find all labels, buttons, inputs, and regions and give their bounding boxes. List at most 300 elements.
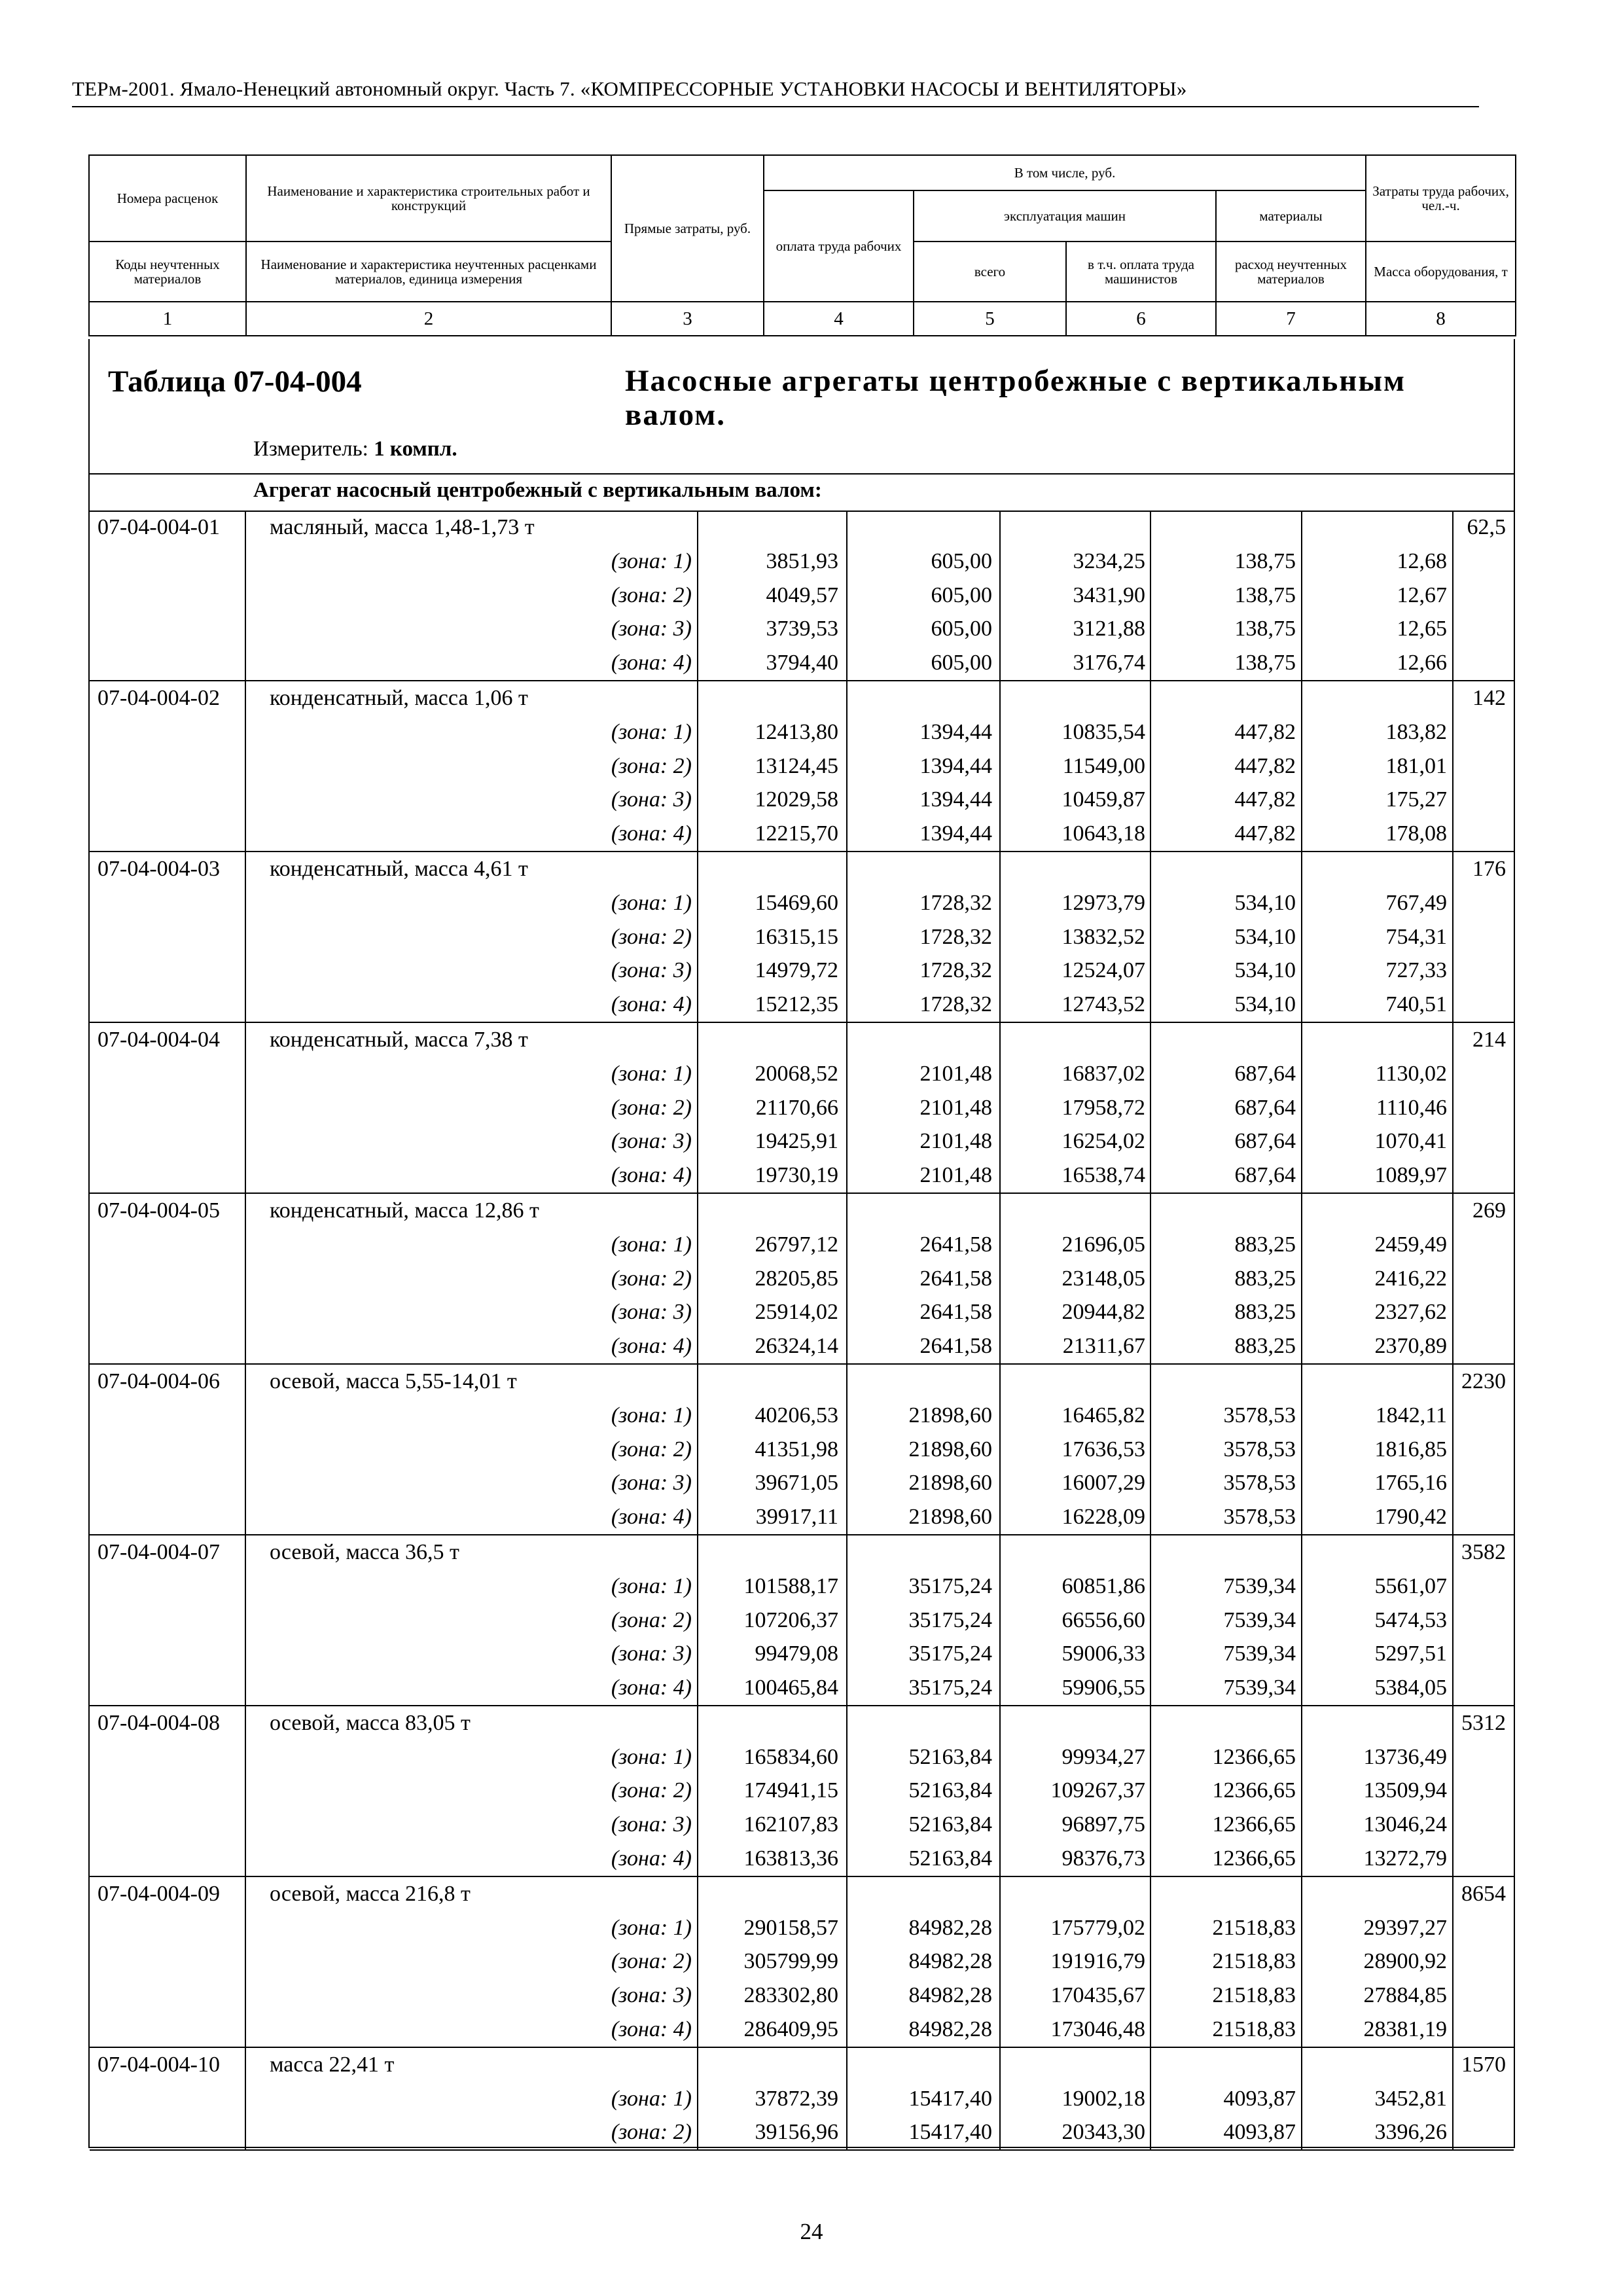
- running-header: ТЕРм-2001. Ямало-Ненецкий автономный округ. Часть 7. «КОМПРЕССОРНЫЕ УСТАНОВКИ НАСОСЫ И ВЕНТИЛЯТОРЫ»: [72, 77, 1187, 100]
- direct-costs: 37872,39: [755, 2086, 838, 2111]
- worker-pay: 84982,28: [908, 1949, 992, 1974]
- machinist-pay: 3578,53: [1223, 1505, 1296, 1530]
- worker-pay: 1394,44: [919, 753, 992, 778]
- direct-costs: 101588,17: [743, 1573, 838, 1598]
- machine-costs: 12973,79: [1061, 890, 1145, 915]
- zone-row: [90, 920, 1514, 954]
- machinist-pay: 883,25: [1234, 1266, 1296, 1291]
- column-number: 7: [1216, 302, 1366, 336]
- machine-costs: 10835,54: [1061, 719, 1145, 744]
- worker-pay: 52163,84: [908, 1846, 992, 1871]
- worker-pay: 2101,48: [919, 1163, 992, 1188]
- rate-item: [90, 1706, 1514, 1877]
- table-caption: Насосные агрегаты центробежные с вертикальным валом.: [625, 364, 1406, 432]
- zone-row: [90, 1945, 1514, 1979]
- header-machine-operation: эксплуатация машин: [914, 190, 1216, 242]
- direct-costs: 26324,14: [755, 1334, 838, 1359]
- zone-label: (зона: 2): [611, 1266, 692, 1291]
- worker-pay: 2641,58: [919, 1334, 992, 1359]
- machinist-pay: 534,10: [1234, 890, 1296, 915]
- machine-costs: 11549,00: [1062, 753, 1145, 778]
- direct-costs: 3794,40: [766, 651, 838, 675]
- zone-label: (зона: 4): [611, 821, 692, 846]
- worker-pay: 605,00: [931, 548, 992, 573]
- direct-costs: 3739,53: [766, 617, 838, 641]
- materials-cost: 2327,62: [1374, 1300, 1447, 1325]
- rate-header-row: [90, 1023, 1514, 1057]
- zone-label: (зона: 1): [611, 1573, 692, 1598]
- materials-cost: 5384,05: [1374, 1676, 1447, 1700]
- worker-pay: 15417,40: [908, 2120, 992, 2145]
- machine-costs: 10643,18: [1061, 821, 1145, 846]
- zone-row: [90, 2013, 1514, 2047]
- zone-label: (зона: 4): [611, 651, 692, 675]
- rate-item: [90, 1194, 1514, 1365]
- machinist-pay: 447,82: [1234, 719, 1296, 744]
- worker-pay: 84982,28: [908, 1915, 992, 1940]
- zone-row: [90, 1671, 1514, 1705]
- zone-label: (зона: 4): [611, 1846, 692, 1871]
- zone-row: [90, 1570, 1514, 1604]
- rate-item: [90, 1535, 1514, 1706]
- machine-costs: 16538,74: [1061, 1163, 1145, 1188]
- machinist-pay: 21518,83: [1212, 1983, 1296, 2008]
- zone-label: (зона: 1): [611, 1232, 692, 1257]
- machine-costs: 12524,07: [1061, 958, 1145, 983]
- machine-costs: 66556,60: [1061, 1607, 1145, 1632]
- worker-pay: 35175,24: [908, 1607, 992, 1632]
- machinist-pay: 12366,65: [1212, 1812, 1296, 1837]
- labor-cost: 142: [1472, 685, 1506, 710]
- rate-header-row: [90, 681, 1514, 715]
- machinist-pay: 447,82: [1234, 821, 1296, 846]
- meter-label: Измеритель:: [253, 437, 374, 461]
- materials-cost: 183,82: [1385, 719, 1447, 744]
- rate-header-row: [90, 1535, 1514, 1570]
- rate-name: масса 22,41 т: [270, 2052, 395, 2077]
- materials-cost: 12,66: [1397, 651, 1447, 675]
- materials-cost: 12,67: [1397, 583, 1447, 607]
- worker-pay: 52163,84: [908, 1744, 992, 1769]
- machinist-pay: 7539,34: [1223, 1607, 1296, 1632]
- table-label: Таблица 07-04-004: [108, 365, 362, 399]
- zone-row: [90, 954, 1514, 988]
- rate-code: 07-04-004-02: [98, 685, 220, 710]
- machine-costs: 3234,25: [1073, 548, 1145, 573]
- rate-header-row: [90, 1706, 1514, 1740]
- zone-row: [90, 1329, 1514, 1363]
- rate-header-row: [90, 511, 1514, 545]
- zone-label: (зона: 1): [611, 1061, 692, 1086]
- materials-cost: 1790,42: [1374, 1505, 1447, 1530]
- zone-label: (зона: 3): [611, 1641, 692, 1666]
- worker-pay: 1728,32: [919, 890, 992, 915]
- machine-costs: 3121,88: [1073, 617, 1145, 641]
- zone-label: (зона: 3): [611, 1300, 692, 1325]
- materials-cost: 28900,92: [1363, 1949, 1447, 1974]
- machinist-pay: 21518,83: [1212, 1949, 1296, 1974]
- zone-label: (зона: 1): [611, 2086, 692, 2111]
- zone-row: [90, 988, 1514, 1022]
- machine-costs: 98376,73: [1061, 1846, 1145, 1871]
- direct-costs: 20068,52: [755, 1061, 838, 1086]
- rate-name: конденсатный, масса 1,06 т: [270, 685, 528, 710]
- rate-name: масляный, масса 1,48-1,73 т: [270, 515, 535, 539]
- materials-cost: 13046,24: [1363, 1812, 1447, 1837]
- table-body: [88, 339, 1515, 2148]
- machinist-pay: 7539,34: [1223, 1573, 1296, 1598]
- direct-costs: 162107,83: [743, 1812, 838, 1837]
- zone-label: (зона: 2): [611, 1437, 692, 1462]
- zone-row: [90, 2115, 1514, 2149]
- materials-cost: 1816,85: [1374, 1437, 1447, 1462]
- worker-pay: 605,00: [931, 651, 992, 675]
- direct-costs: 286409,95: [743, 2017, 838, 2042]
- header-unaccounted-codes: Коды неучтенных материалов: [89, 242, 246, 302]
- machine-costs: 191916,79: [1050, 1949, 1145, 1974]
- rate-header-row: [90, 852, 1514, 886]
- labor-cost: 1570: [1461, 2052, 1506, 2077]
- machinist-pay: 883,25: [1234, 1232, 1296, 1257]
- zone-row: [90, 1911, 1514, 1945]
- direct-costs: 39917,11: [755, 1505, 838, 1530]
- labor-cost: 2230: [1461, 1369, 1506, 1393]
- machinist-pay: 12366,65: [1212, 1846, 1296, 1871]
- zone-label: (зона: 3): [611, 958, 692, 983]
- zone-label: (зона: 1): [611, 1403, 692, 1427]
- labor-cost: 269: [1472, 1198, 1506, 1223]
- zone-label: (зона: 4): [611, 1676, 692, 1700]
- rate-name: осевой, масса 5,55-14,01 т: [270, 1369, 517, 1393]
- zone-row: [90, 646, 1514, 680]
- worker-pay: 21898,60: [908, 1437, 992, 1462]
- zone-row: [90, 1124, 1514, 1158]
- machinist-pay: 447,82: [1234, 753, 1296, 778]
- direct-costs: 12215,70: [755, 821, 838, 846]
- materials-cost: 3452,81: [1374, 2086, 1447, 2111]
- direct-costs: 305799,99: [743, 1949, 838, 1974]
- header-total: всего: [914, 242, 1066, 302]
- worker-pay: 21898,60: [908, 1471, 992, 1496]
- rate-code: 07-04-004-04: [98, 1027, 220, 1052]
- zone-label: (зона: 3): [611, 617, 692, 641]
- materials-cost: 727,33: [1385, 958, 1447, 983]
- zone-row: [90, 1466, 1514, 1500]
- zone-label: (зона: 2): [611, 1778, 692, 1803]
- machinist-pay: 138,75: [1234, 548, 1296, 573]
- materials-cost: 27884,85: [1363, 1983, 1447, 2008]
- zone-label: (зона: 3): [611, 1129, 692, 1154]
- machinist-pay: 12366,65: [1212, 1778, 1296, 1803]
- header-machinist-pay: в т.ч. оплата труда машинистов: [1066, 242, 1216, 302]
- zone-row: [90, 817, 1514, 851]
- rate-code: 07-04-004-01: [98, 515, 220, 539]
- machinist-pay: 3578,53: [1223, 1437, 1296, 1462]
- materials-cost: 5474,53: [1374, 1607, 1447, 1632]
- header-direct-costs: Прямые затраты, руб.: [611, 155, 764, 302]
- zone-label: (зона: 1): [611, 1744, 692, 1769]
- materials-cost: 1842,11: [1375, 1403, 1447, 1427]
- direct-costs: 290158,57: [743, 1915, 838, 1940]
- worker-pay: 2101,48: [919, 1095, 992, 1120]
- worker-pay: 21898,60: [908, 1403, 992, 1427]
- machine-costs: 175779,02: [1050, 1915, 1145, 1940]
- machinist-pay: 4093,87: [1223, 2086, 1296, 2111]
- direct-costs: 163813,36: [743, 1846, 838, 1871]
- rate-name: осевой, масса 83,05 т: [270, 1710, 471, 1735]
- column-number: 4: [764, 302, 914, 336]
- machinist-pay: 21518,83: [1212, 1915, 1296, 1940]
- zone-row: [90, 612, 1514, 646]
- data-area: [90, 511, 1514, 2151]
- rate-code: 07-04-004-09: [98, 1881, 220, 1906]
- machine-costs: 21311,67: [1062, 1334, 1145, 1359]
- header-labor-cost: Затраты труда рабочих, чел.-ч.: [1366, 155, 1516, 242]
- direct-costs: 14979,72: [755, 958, 838, 983]
- direct-costs: 25914,02: [755, 1300, 838, 1325]
- zone-label: (зона: 4): [611, 1163, 692, 1188]
- materials-cost: 12,65: [1397, 617, 1447, 641]
- zone-label: (зона: 2): [611, 1607, 692, 1632]
- header-equipment-mass: Масса оборудования, т: [1366, 242, 1516, 302]
- direct-costs: 15212,35: [755, 992, 838, 1017]
- zone-label: (зона: 1): [611, 1915, 692, 1940]
- zone-label: (зона: 2): [611, 1949, 692, 1974]
- worker-pay: 2101,48: [919, 1061, 992, 1086]
- worker-pay: 1728,32: [919, 924, 992, 949]
- direct-costs: 99479,08: [755, 1641, 838, 1666]
- worker-pay: 1394,44: [919, 719, 992, 744]
- machine-costs: 170435,67: [1050, 1983, 1145, 2008]
- zone-row: [90, 1979, 1514, 2013]
- rate-item: [90, 1365, 1514, 1535]
- machine-costs: 16465,82: [1061, 1403, 1145, 1427]
- labor-cost: 5312: [1461, 1710, 1506, 1735]
- zone-row: [90, 1295, 1514, 1329]
- direct-costs: 26797,12: [755, 1232, 838, 1257]
- machinist-pay: 687,64: [1234, 1061, 1296, 1086]
- machinist-pay: 12366,65: [1212, 1744, 1296, 1769]
- header-including: В том числе, руб.: [764, 155, 1366, 190]
- labor-cost: 62,5: [1467, 515, 1506, 539]
- group-title: Агрегат насосный центробежный с вертикальным валом:: [253, 478, 822, 502]
- column-number: 3: [611, 302, 764, 336]
- machinist-pay: 138,75: [1234, 617, 1296, 641]
- header-work-name: Наименование и характеристика строительных работ и конструкций: [246, 155, 611, 242]
- machine-costs: 16837,02: [1061, 1061, 1145, 1086]
- machine-costs: 60851,86: [1061, 1573, 1145, 1598]
- zone-row: [90, 1808, 1514, 1842]
- zone-label: (зона: 4): [611, 1334, 692, 1359]
- zone-row: [90, 1228, 1514, 1262]
- materials-cost: 1765,16: [1374, 1471, 1447, 1496]
- rate-name: осевой, масса 36,5 т: [270, 1539, 459, 1564]
- zone-row: [90, 545, 1514, 579]
- direct-costs: 21170,66: [755, 1095, 838, 1120]
- labor-cost: 214: [1472, 1027, 1506, 1052]
- machine-costs: 173046,48: [1050, 2017, 1145, 2042]
- machine-costs: 16007,29: [1061, 1471, 1145, 1496]
- machine-costs: 17958,72: [1061, 1095, 1145, 1120]
- direct-costs: 39671,05: [755, 1471, 838, 1496]
- worker-pay: 2641,58: [919, 1232, 992, 1257]
- machine-costs: 16228,09: [1061, 1505, 1145, 1530]
- machinist-pay: 4093,87: [1223, 2120, 1296, 2145]
- machine-costs: 10459,87: [1061, 787, 1145, 812]
- direct-costs: 283302,80: [743, 1983, 838, 2008]
- rate-item: [90, 1023, 1514, 1194]
- column-number: 2: [246, 302, 611, 336]
- materials-cost: 28381,19: [1363, 2017, 1447, 2042]
- worker-pay: 1394,44: [919, 787, 992, 812]
- zone-row: [90, 1774, 1514, 1808]
- zone-row: [90, 2082, 1514, 2116]
- zone-label: (зона: 3): [611, 1812, 692, 1837]
- direct-costs: 41351,98: [755, 1437, 838, 1462]
- machine-costs: 96897,75: [1061, 1812, 1145, 1837]
- machinist-pay: 687,64: [1234, 1129, 1296, 1154]
- materials-cost: 29397,27: [1363, 1915, 1447, 1940]
- rate-item: [90, 681, 1514, 852]
- direct-costs: 100465,84: [743, 1676, 838, 1700]
- zone-label: (зона: 4): [611, 1505, 692, 1530]
- worker-pay: 35175,24: [908, 1641, 992, 1666]
- machinist-pay: 7539,34: [1223, 1641, 1296, 1666]
- rate-item: [90, 2048, 1514, 2151]
- labor-cost: 176: [1472, 856, 1506, 881]
- zone-label: (зона: 2): [611, 583, 692, 607]
- group-row: [90, 473, 1514, 512]
- materials-cost: 5561,07: [1374, 1573, 1447, 1598]
- zone-label: (зона: 3): [611, 787, 692, 812]
- header-unaccounted-names: Наименование и характеристика неучтенных расценками материалов, единица измерения: [246, 242, 611, 302]
- machinist-pay: 138,75: [1234, 651, 1296, 675]
- machinist-pay: 883,25: [1234, 1300, 1296, 1325]
- header-rule: [72, 106, 1479, 107]
- worker-pay: 52163,84: [908, 1812, 992, 1837]
- machine-costs: 3431,90: [1073, 583, 1145, 607]
- machinist-pay: 687,64: [1234, 1095, 1296, 1120]
- zone-row: [90, 886, 1514, 920]
- direct-costs: 174941,15: [743, 1778, 838, 1803]
- worker-pay: 84982,28: [908, 2017, 992, 2042]
- worker-pay: 1394,44: [919, 821, 992, 846]
- worker-pay: 605,00: [931, 583, 992, 607]
- materials-cost: 13509,94: [1363, 1778, 1447, 1803]
- zone-row: [90, 1057, 1514, 1091]
- rate-code: 07-04-004-05: [98, 1198, 220, 1223]
- zone-row: [90, 579, 1514, 613]
- rate-header-row: [90, 2048, 1514, 2082]
- rate-code: 07-04-004-07: [98, 1539, 220, 1564]
- worker-pay: 15417,40: [908, 2086, 992, 2111]
- column-number: 6: [1066, 302, 1216, 336]
- materials-cost: 2416,22: [1374, 1266, 1447, 1291]
- direct-costs: 107206,37: [743, 1607, 838, 1632]
- rate-header-row: [90, 1365, 1514, 1399]
- materials-cost: 13272,79: [1363, 1846, 1447, 1871]
- materials-cost: 740,51: [1385, 992, 1447, 1017]
- column-number: 5: [914, 302, 1066, 336]
- machinist-pay: 447,82: [1234, 787, 1296, 812]
- rate-code: 07-04-004-10: [98, 2052, 220, 2077]
- rate-item: [90, 1877, 1514, 2048]
- materials-cost: 767,49: [1385, 890, 1447, 915]
- direct-costs: 40206,53: [755, 1403, 838, 1427]
- zone-label: (зона: 2): [611, 1095, 692, 1120]
- machine-costs: 59906,55: [1061, 1676, 1145, 1700]
- worker-pay: 35175,24: [908, 1573, 992, 1598]
- meter-line: [253, 437, 457, 461]
- machine-costs: 13832,52: [1061, 924, 1145, 949]
- machine-costs: 109267,37: [1050, 1778, 1145, 1803]
- zone-label: (зона: 1): [611, 719, 692, 744]
- zone-row: [90, 1433, 1514, 1467]
- direct-costs: 13124,45: [755, 753, 838, 778]
- direct-costs: 19425,91: [755, 1129, 838, 1154]
- zone-label: (зона: 4): [611, 992, 692, 1017]
- table-title-block: [90, 339, 1514, 475]
- zone-row: [90, 715, 1514, 749]
- direct-costs: 39156,96: [755, 2120, 838, 2145]
- worker-pay: 2641,58: [919, 1266, 992, 1291]
- rate-item: [90, 511, 1514, 681]
- machine-costs: 12743,52: [1061, 992, 1145, 1017]
- meter-value: 1 компл.: [374, 437, 457, 461]
- worker-pay: 21898,60: [908, 1505, 992, 1530]
- worker-pay: 2641,58: [919, 1300, 992, 1325]
- labor-cost: 8654: [1461, 1881, 1506, 1906]
- machine-costs: 17636,53: [1061, 1437, 1145, 1462]
- direct-costs: 12029,58: [755, 787, 838, 812]
- materials-cost: 13736,49: [1363, 1744, 1447, 1769]
- direct-costs: 15469,60: [755, 890, 838, 915]
- materials-cost: 181,01: [1385, 753, 1447, 778]
- zone-row: [90, 1842, 1514, 1876]
- materials-cost: 3396,26: [1374, 2120, 1447, 2145]
- rate-header-row: [90, 1194, 1514, 1228]
- worker-pay: 84982,28: [908, 1983, 992, 2008]
- materials-cost: 12,68: [1397, 548, 1447, 573]
- rate-item: [90, 852, 1514, 1023]
- machine-costs: 23148,05: [1061, 1266, 1145, 1291]
- direct-costs: 19730,19: [755, 1163, 838, 1188]
- zone-row: [90, 1500, 1514, 1534]
- machine-costs: 3176,74: [1073, 651, 1145, 675]
- machine-costs: 19002,18: [1061, 2086, 1145, 2111]
- labor-cost: 3582: [1461, 1539, 1506, 1564]
- page-number: 24: [800, 2219, 823, 2244]
- machine-costs: 59006,33: [1061, 1641, 1145, 1666]
- machinist-pay: 138,75: [1234, 583, 1296, 607]
- machinist-pay: 21518,83: [1212, 2017, 1296, 2042]
- materials-cost: 2370,89: [1374, 1334, 1447, 1359]
- machinist-pay: 534,10: [1234, 924, 1296, 949]
- materials-cost: 1089,97: [1374, 1163, 1447, 1188]
- header-rate-number: Номера расценок: [89, 155, 246, 242]
- machinist-pay: 534,10: [1234, 958, 1296, 983]
- zone-label: (зона: 2): [611, 753, 692, 778]
- machine-costs: 20343,30: [1061, 2120, 1145, 2145]
- direct-costs: 28205,85: [755, 1266, 838, 1291]
- materials-cost: 754,31: [1385, 924, 1447, 949]
- direct-costs: 16315,15: [755, 924, 838, 949]
- header-worker-pay: оплата труда рабочих: [764, 190, 914, 302]
- worker-pay: 2101,48: [919, 1129, 992, 1154]
- zone-label: (зона: 2): [611, 924, 692, 949]
- worker-pay: 1728,32: [919, 992, 992, 1017]
- column-number: 8: [1366, 302, 1516, 336]
